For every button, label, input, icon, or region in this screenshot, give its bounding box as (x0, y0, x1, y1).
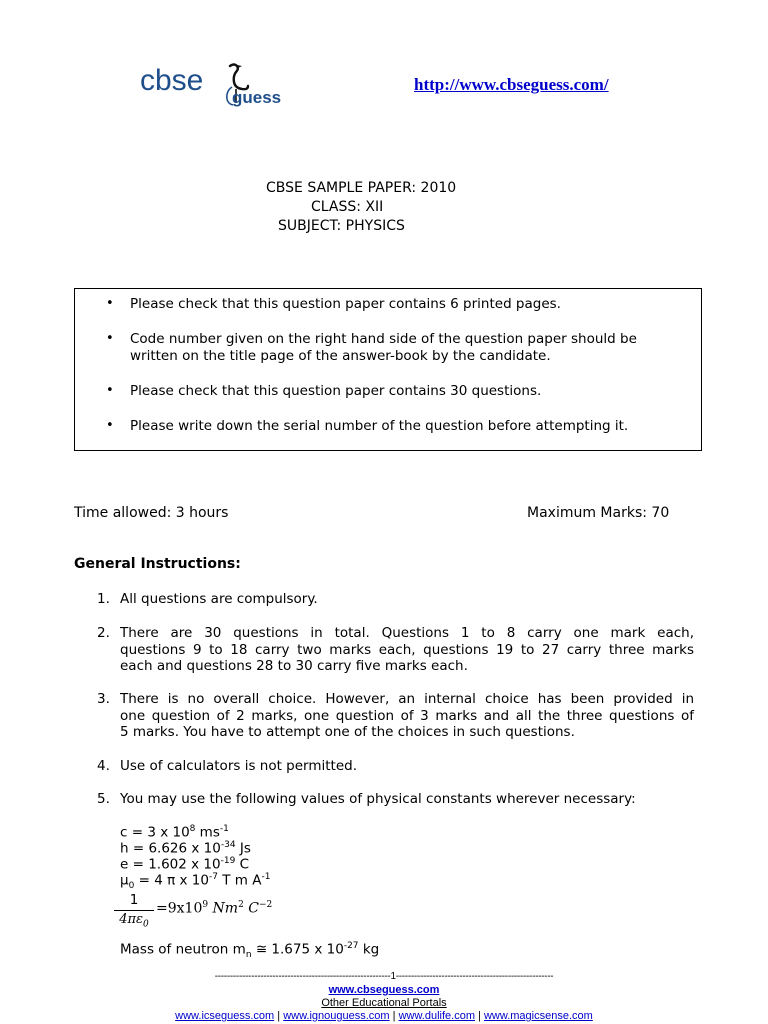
list-item-line: questions 9 to 18 carry two marks each, questions 19 to 27 carry three marks (120, 641, 694, 658)
list-item-line: each and questions 28 to 30 carry five marks each. (120, 658, 468, 674)
constant-speed-of-light: c = 3 x $10^8$ $ms^{-1}$ (120, 824, 229, 841)
notice-item: Code number given on the right hand side of the question paper should be (130, 331, 637, 347)
general-instructions-heading: General Instructions: (74, 556, 241, 572)
paper-class: CLASS: XII (311, 199, 384, 215)
list-number: 5. (97, 791, 110, 807)
separator: | (475, 1010, 484, 1022)
coulomb-constant-value: $=9x10^9$ Nm$^2$ $C^{-2}$ (156, 900, 273, 917)
bullet-icon: • (106, 296, 114, 311)
list-number: 4. (97, 758, 110, 774)
footer-site-link[interactable]: www.cbseguess.com (328, 984, 440, 996)
list-item-line: Use of calculators is not permitted. (120, 758, 358, 774)
fraction-numerator: 1 (129, 892, 139, 908)
logo-text-guess: guess (232, 88, 282, 107)
bullet-icon: • (106, 331, 114, 346)
list-item (120, 625, 694, 675)
notice-item: Please write down the serial number of the question before attempting it. (130, 418, 629, 434)
list-number: 3. (97, 691, 110, 707)
list-item-line: There are 30 questions in total. Questions 1 to 8 carry one mark each, (120, 625, 694, 641)
constant-electron-charge: e = 1.602 x $10^{-19}$ C (120, 856, 250, 873)
footer-site (0, 984, 768, 996)
constant-planck: h = 6.626 x $10^{-34}$ Js (120, 840, 251, 857)
maximum-marks: Maximum Marks: 70 (527, 505, 670, 521)
site-url-link[interactable]: http://www.cbseguess.com/ (414, 75, 609, 94)
footer-rule: ----------------------------------------------------------1---------------------------------------------------- (214, 971, 554, 982)
footer-links (0, 1010, 768, 1022)
constant-permeability: $\mu_0 = 4$ π x $10^{-7}$ T m $A^{-1}$ (120, 872, 271, 892)
time-allowed: Time allowed: 3 hours (74, 505, 229, 521)
logo-text-cbse: cbse (140, 64, 204, 97)
bullet-icon: • (106, 418, 114, 433)
notice-item-cont: written on the title page of the answer-book by the candidate. (130, 348, 551, 364)
footer-link-magicsense[interactable]: www.magicsense.com (483, 1010, 593, 1022)
separator: | (389, 1010, 399, 1022)
bullet-icon: • (106, 383, 114, 398)
footer-link-icseguess[interactable]: www.icseguess.com (175, 1010, 275, 1022)
paper-subject: SUBJECT: PHYSICS (278, 218, 405, 234)
list-item-line: one question of 2 marks, one question of 3 marks and all the three questions of (120, 707, 694, 724)
list-item-line: There is no overall choice. However, an internal choice has been provided in (120, 691, 694, 707)
notice-item: Please check that this question paper contains 6 printed pages. (130, 296, 561, 312)
list-item (120, 758, 694, 775)
list-number: 1. (97, 591, 110, 607)
list-item (120, 691, 694, 741)
constant-neutron-mass: Mass of neutron $m_n$ ≅ 1.675 x $10^{-27}$ kg (120, 941, 380, 961)
list-number: 2. (97, 625, 110, 641)
list-item-line: You may use the following values of physical constants wherever necessary: (120, 791, 636, 807)
footer-link-dulife[interactable]: www.dulife.com (398, 1010, 475, 1022)
fraction-bar (114, 910, 154, 911)
list-item (120, 591, 694, 608)
list-item-line: All questions are compulsory. (120, 591, 318, 607)
separator: | (274, 1010, 284, 1022)
footer-link-ignouguess[interactable]: www.ignouguess.com (283, 1010, 390, 1022)
list-item (120, 791, 694, 808)
notice-item: Please check that this question paper contains 30 questions. (130, 383, 542, 399)
fraction-denominator: $4\pi\varepsilon_0$ (119, 912, 149, 930)
footer-portals-label: Other Educational Portals (321, 997, 447, 1009)
list-item-line: 5 marks. You have to attempt one of the choices in such questions. (120, 724, 575, 740)
paper-title: CBSE SAMPLE PAPER: 2010 (266, 180, 457, 196)
